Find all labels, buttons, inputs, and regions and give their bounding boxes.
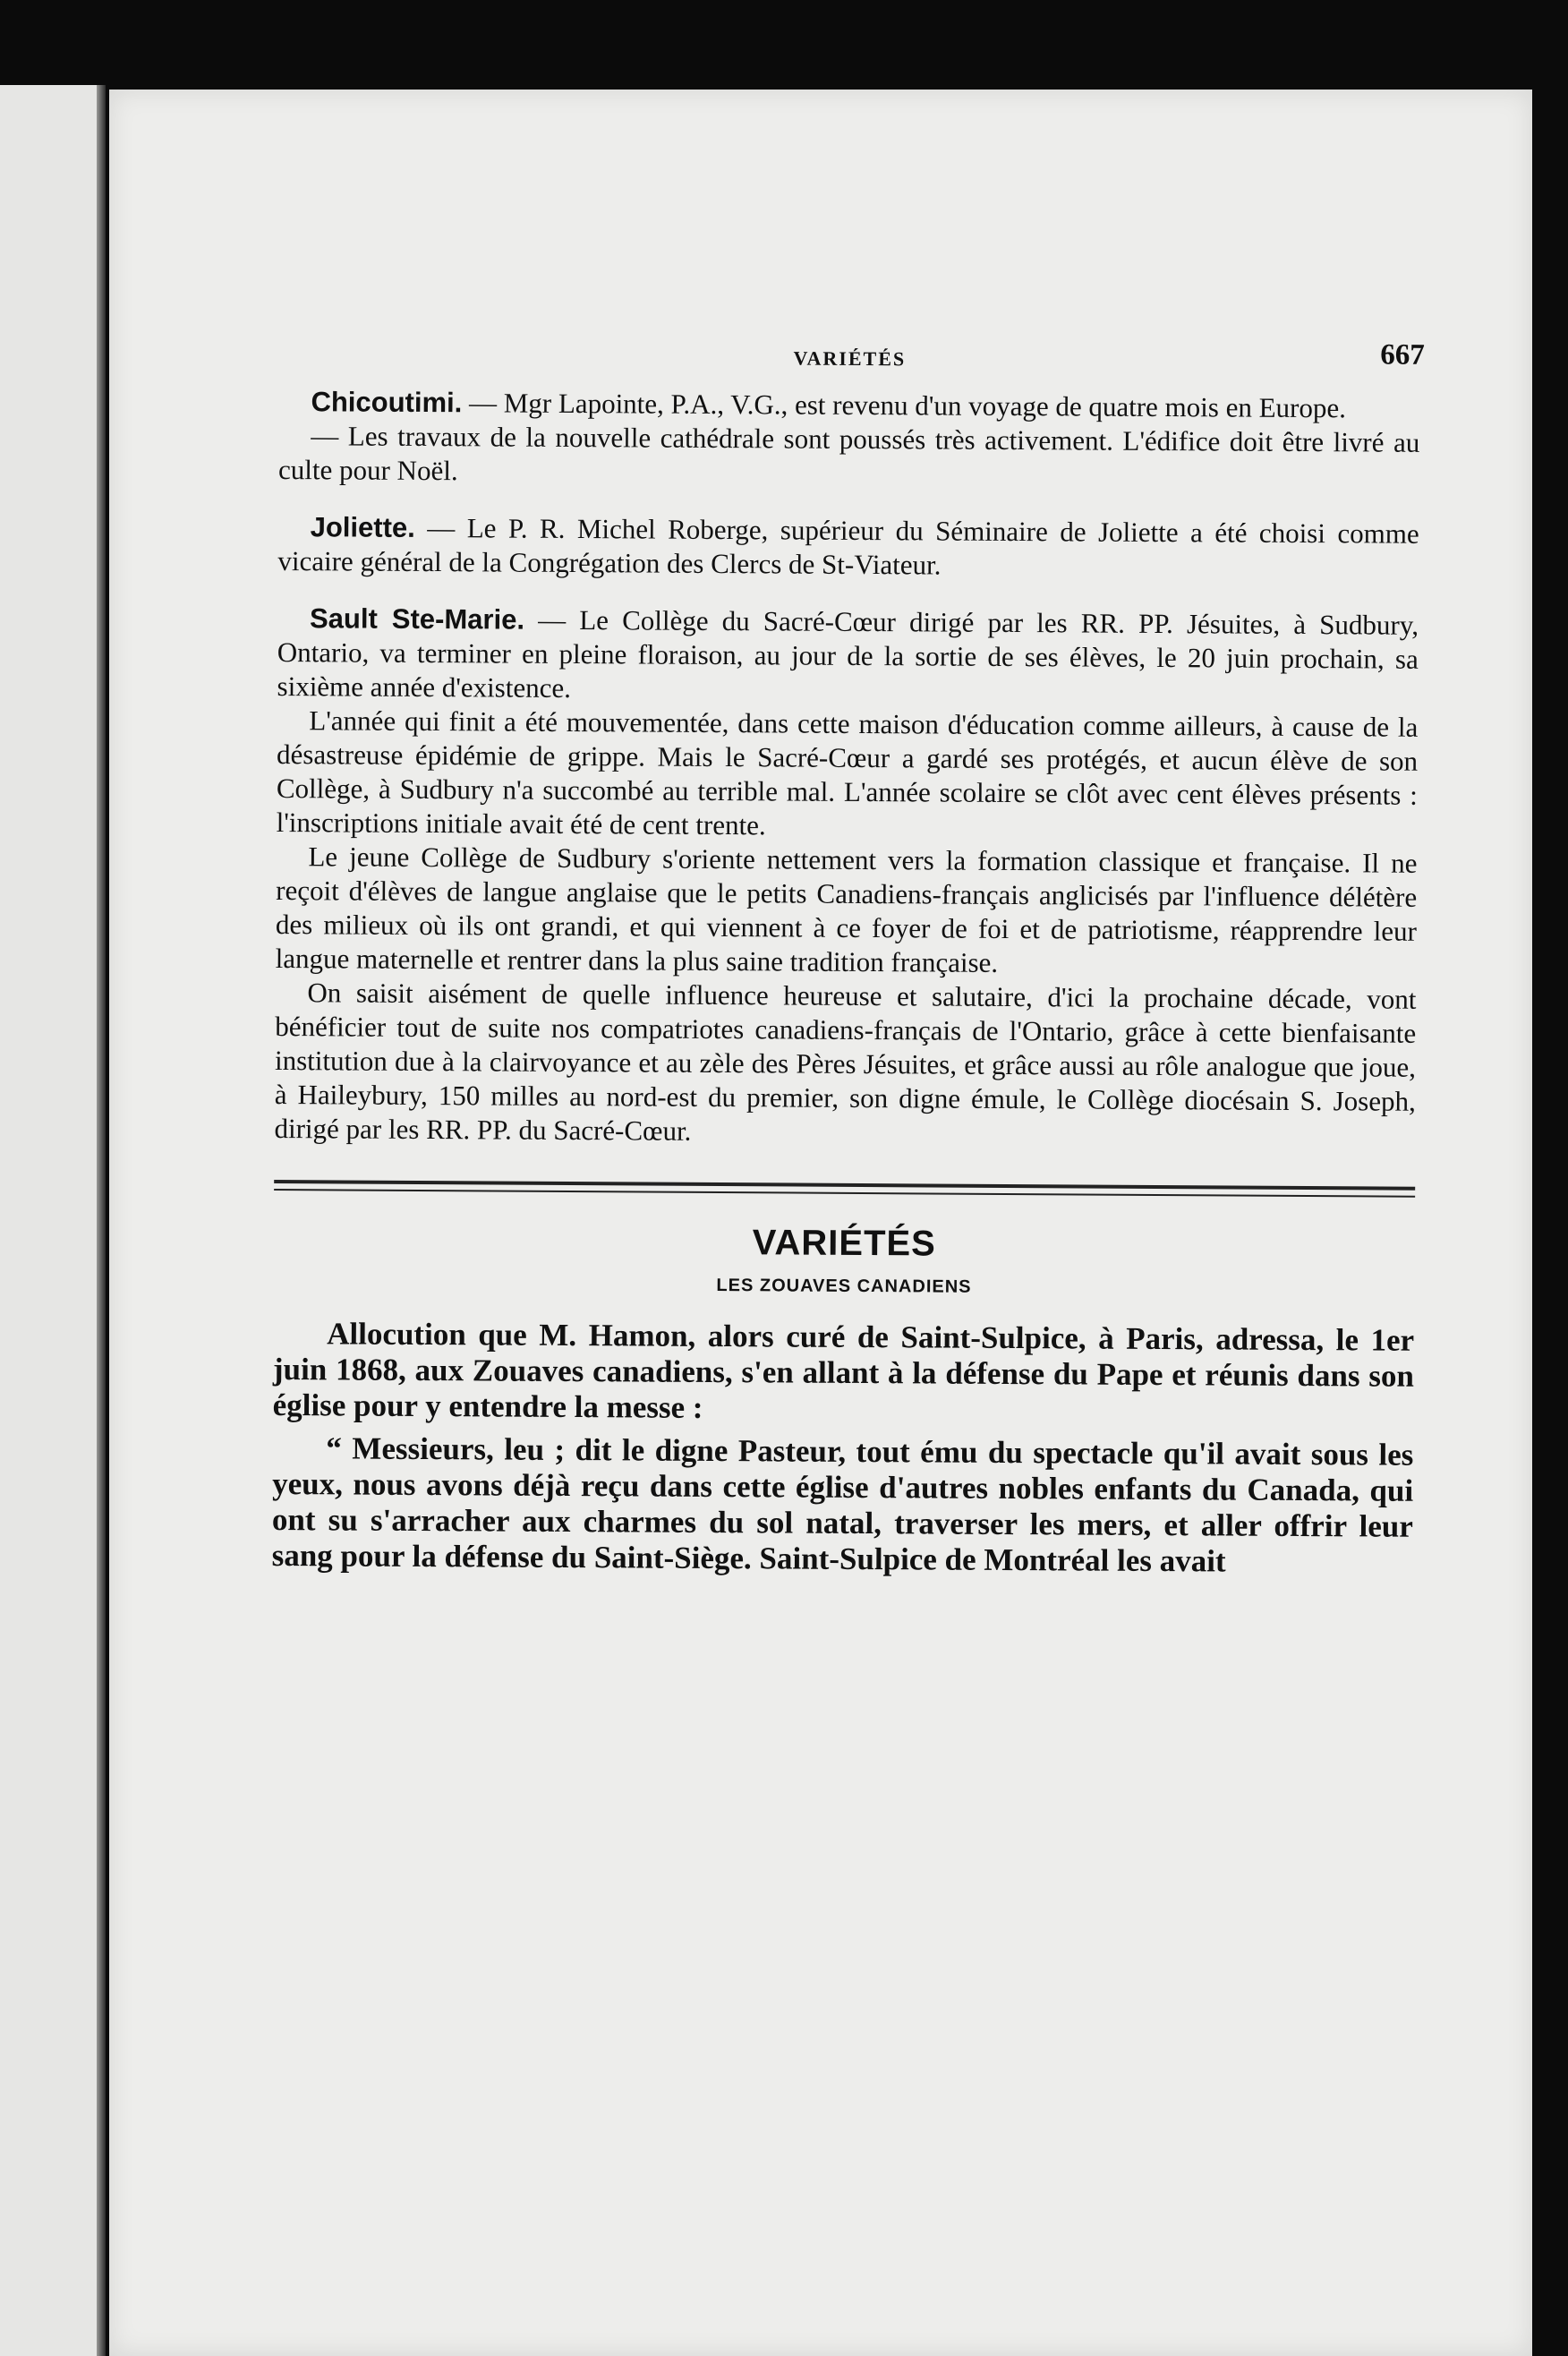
page-content (271, 331, 1425, 1581)
section-subtitle: LES ZOUAVES CANADIENS (716, 1276, 972, 1297)
item-text: — Le P. R. Michel Roberge, supérieur du Séminaire de Joliette a été choisi comme vicaire général de la Congrégation des Clercs de St-Viateur. (277, 512, 1419, 581)
paragraph: “ Messieurs, leu ; dit le digne Pasteur, tout ému du spectacle qu'il avait sous les yeux, nous avons déjà reçu dans cette église d'autres nobles enfants du Canada, qui ont su s'arracher aux charmes du sol natal, traverser les mers, et aller offrir leur sang pour la défense du Saint-Siège. Saint-Sulpice de Montréal les avait (271, 1430, 1414, 1579)
paragraph: — Les travaux de la nouvelle cathédrale sont poussés très activement. L'édifice doit être livré au culte pour Noël. (277, 420, 1420, 487)
paragraph: Le jeune Collège de Sudbury s'oriente nettement vers la formation classique et française. Il ne reçoit d'élèves de langue anglaise que le petits Canadiens-français anglicisés par l'influence délétère des milieux où ils ont grandi, et qui viennent à ce foyer de foi et de patriotisme, réapprendre leur langue maternelle et rentrer dans la plus saine tradition française. (275, 841, 1418, 978)
item-text: — Le Collège du Sacré-Cœur dirigé par les RR. PP. Jésuites, à Sudbury, Ontario, va terminer en pleine floraison, au jour de la sortie de ses élèves, le 20 juin prochain, sa sixième année d'existence. (277, 603, 1419, 704)
page-binding-shadow (97, 85, 106, 2356)
paragraph: L'année qui finit a été mouvementée, dans cette maison d'éducation comme ailleurs, à cause de la désastreuse épidémie de grippe. Mais le Sacré-Cœur a gardé ses protégés, et aucun élève de son Collège, à Sudbury n'a succombé au terrible mal. L'année scolaire se clôt avec cent élèves présents : l'inscriptions initiale avait été de cent trente. (276, 704, 1419, 841)
news-item-joliette (277, 510, 1419, 585)
item-text: — Mgr Lapointe, P.A., V.G., est revenu d'un voyage de quatre mois en Europe. (468, 387, 1347, 424)
section-divider (274, 1180, 1415, 1198)
place-name: Joliette. (310, 511, 415, 543)
paragraph: Allocution que M. Hamon, alors curé de Saint-Sulpice, à Paris, adressa, le 1er juin 1868, aux Zouaves canadiens, s'en allant à la défense du Pape et réunis dans son église pour y entendre la messe : (272, 1316, 1415, 1425)
place-name: Sault Ste-Marie. (309, 602, 525, 636)
paragraph: On saisit aisément de quelle influence heureuse et salutaire, d'ici la prochaine décade, vont bénéficier tout de suite nos compatriotes canadiens-français de l'Ontario, grâce à cette bienfaisante institution due à la clairvoyance et au zèle des Pères Jésuites, et grâce aussi au rôle analogue que joue, à Haileybury, 150 milles au nord-est du premier, son digne émule, le Collège diocésain S. Joseph, dirigé par les RR. PP. du Sacré-Cœur. (274, 977, 1417, 1147)
news-item-sault-ste-marie (277, 602, 1419, 711)
running-title: VARIÉTÉS (793, 346, 907, 371)
scanned-page (109, 90, 1532, 2356)
page-header (279, 331, 1425, 392)
section-title: VARIÉTÉS (752, 1223, 936, 1264)
adjacent-page-edge (0, 85, 106, 2356)
place-name: Chicoutimi. (311, 386, 463, 419)
page-number: 667 (1380, 338, 1425, 371)
